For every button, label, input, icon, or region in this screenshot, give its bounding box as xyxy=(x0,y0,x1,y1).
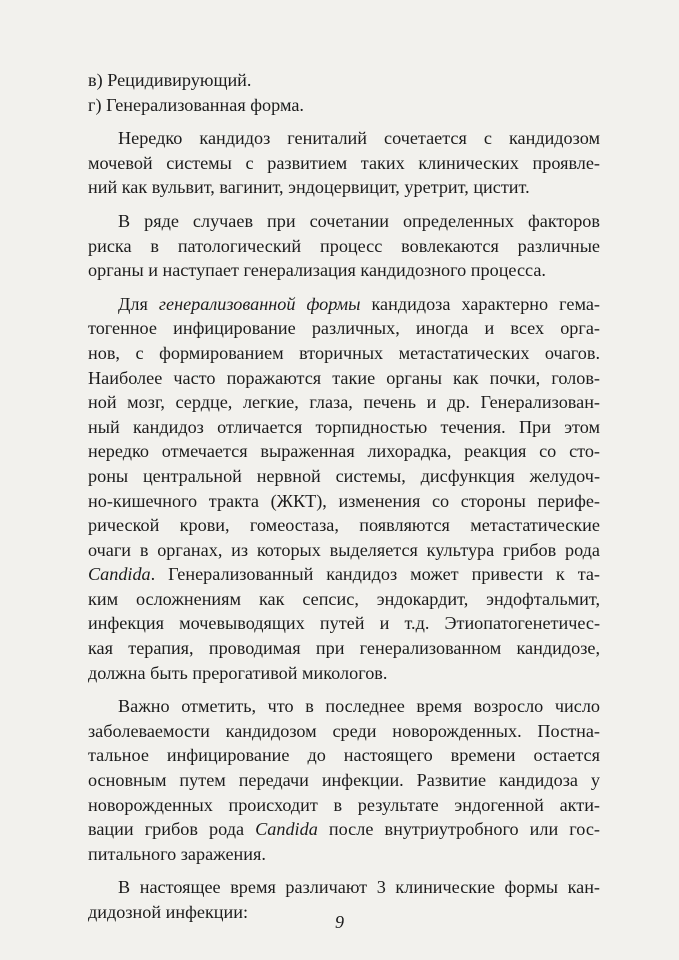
text-line: нов, с формированием вторичных метастатических очагов. xyxy=(88,342,600,363)
text-line: кая терапия, проводимая при генерализованном кандидозе, xyxy=(88,638,600,659)
text-line: Важно отметить, что в последнее время возросло число xyxy=(118,696,600,717)
text-line: В настоящее время различают 3 клинические формы кан- xyxy=(118,877,600,898)
text-line: очаги в органах, из которых выделяется культура грибов рода xyxy=(88,539,600,560)
text-line: тогенное инфицирование различных, иногда и всех орга- xyxy=(88,318,600,339)
page-number: 9 xyxy=(335,912,344,932)
text-line: нередко отмечается выраженная лихорадка, реакция со сто- xyxy=(88,441,600,462)
text-line: органы и наступает генерализация кандидозного процесса. xyxy=(88,260,546,281)
text-line: роны центральной нервной системы, дисфункция желудоч- xyxy=(88,465,600,486)
text-line: ний как вульвит, вагинит, эндоцервицит, уретрит, цистит. xyxy=(88,177,530,198)
text-line: мочевой системы с развитием таких клинических проявле- xyxy=(88,152,600,173)
text-line: Нередко кандидоз гениталий сочетается с кандидозом xyxy=(118,128,600,149)
body-text xyxy=(88,68,600,934)
text-line: Candida. Генерализованный кандидоз может привести к та- xyxy=(88,564,600,585)
list-item xyxy=(88,68,600,93)
list-item xyxy=(88,93,600,118)
text-line: инфекция мочевыводящих путей и т.д. Этиопатогенетичес- xyxy=(88,613,600,634)
paragraph xyxy=(88,694,600,866)
text-line: в) Рецидивирующий. xyxy=(88,70,252,90)
text-line: основным путем передачи инфекции. Развитие кандидоза у xyxy=(88,770,600,791)
text-line: питального заражения. xyxy=(88,843,266,864)
text-line: рической крови, гомеостаза, появляются метастатические xyxy=(88,515,600,536)
text-line: дидозной инфекции: xyxy=(88,902,249,922)
text-line: г) Генерализованная форма. xyxy=(88,94,304,115)
text-line: ким осложнениям как сепсис, эндокардит, эндофтальмит, xyxy=(88,588,600,609)
text-line: ной мозг, сердце, легкие, глаза, печень и др. Генерализован- xyxy=(88,392,600,413)
text-line: заболеваемости кандидозом среди новорожденных. Постна- xyxy=(88,720,600,741)
paragraph xyxy=(88,126,600,200)
text-line: ный кандидоз отличается торпидностью течения. При этом xyxy=(88,416,600,437)
text-line: но-кишечного тракта (ЖКТ), изменения со стороны перифе- xyxy=(88,490,600,511)
text-line: Для генерализованной формы кандидоза характерно гема- xyxy=(118,293,600,314)
paragraph xyxy=(88,209,600,283)
text-line: должна быть прерогативой микологов. xyxy=(88,662,388,683)
text-line: вации грибов рода Candida после внутриутробного или гос- xyxy=(88,819,600,840)
text-line: новорожденных происходит в результате эндогенной акти- xyxy=(88,794,600,815)
text-line: Наиболее часто поражаются такие органы как почки, голов- xyxy=(88,367,600,388)
text-line: тальное инфицирование до настоящего времени остается xyxy=(88,745,600,766)
text-line: В ряде случаев при сочетании определенных факторов xyxy=(118,210,600,231)
paragraph xyxy=(88,292,600,686)
text-line: риска в патологический процесс вовлекаются различные xyxy=(88,235,600,256)
